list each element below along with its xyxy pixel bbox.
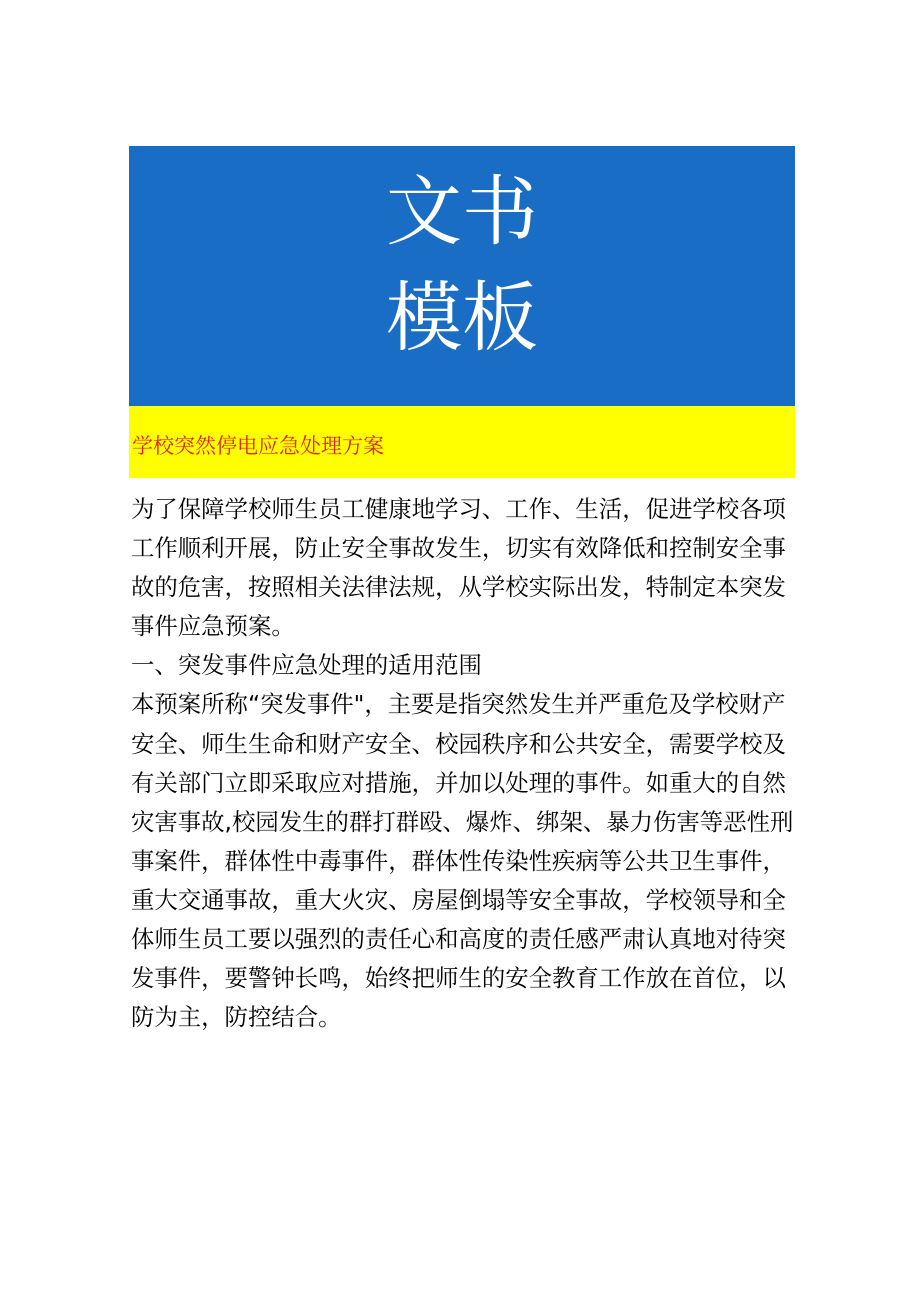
section-heading: 一、突发事件应急处理的适用范围: [131, 651, 482, 680]
body-line: 灾害事故,校园发生的群打群殴、爆炸、绑架、暴力伤害等恶性刑: [131, 807, 794, 836]
body-line: 为了保障学校师生员工健康地学习、工作、生活，促进学校各项: [131, 495, 786, 523]
body-line: 事案件，群体性中毒事件，群体性传染性疾病等公共卫生事件，: [131, 846, 786, 875]
cover-banner: [129, 146, 795, 406]
body-line: 体师生员工要以强烈的责任心和高度的责任感严肃认真地对待突: [131, 925, 786, 954]
document-title: 学校突然停电应急处理方案: [132, 434, 384, 458]
body-line: 安全、师生生命和财产安全、校园秩序和公共安全，需要学校及: [131, 729, 786, 758]
body-line: 事件应急预案。: [131, 612, 295, 641]
body-line: 故的危害，按照相关法律法规，从学校实际出发，特制定本突发: [131, 573, 786, 602]
cover-title-line-2: 模板: [386, 273, 538, 362]
body-line: 有关部门立即采取应对措施，并加以处理的事件。如重大的自然: [131, 768, 786, 797]
document-title-band: [129, 406, 795, 478]
body-line: 发事件，要警钟长鸣，始终把师生的安全教育工作放在首位，以: [131, 964, 786, 993]
body-line: 本预案所称“突发事件"，主要是指突然发生并严重危及学校财产: [131, 690, 786, 719]
document-body: [131, 490, 795, 1037]
body-line: 重大交通事故，重大火灾、房屋倒塌等安全事故，学校领导和全: [131, 885, 786, 914]
body-line: 防为主，防控结合。: [131, 1003, 342, 1032]
body-line: 工作顺利开展，防止安全事故发生，切实有效降低和控制安全事: [131, 534, 786, 563]
cover-title-line-1: 文书: [386, 167, 538, 256]
